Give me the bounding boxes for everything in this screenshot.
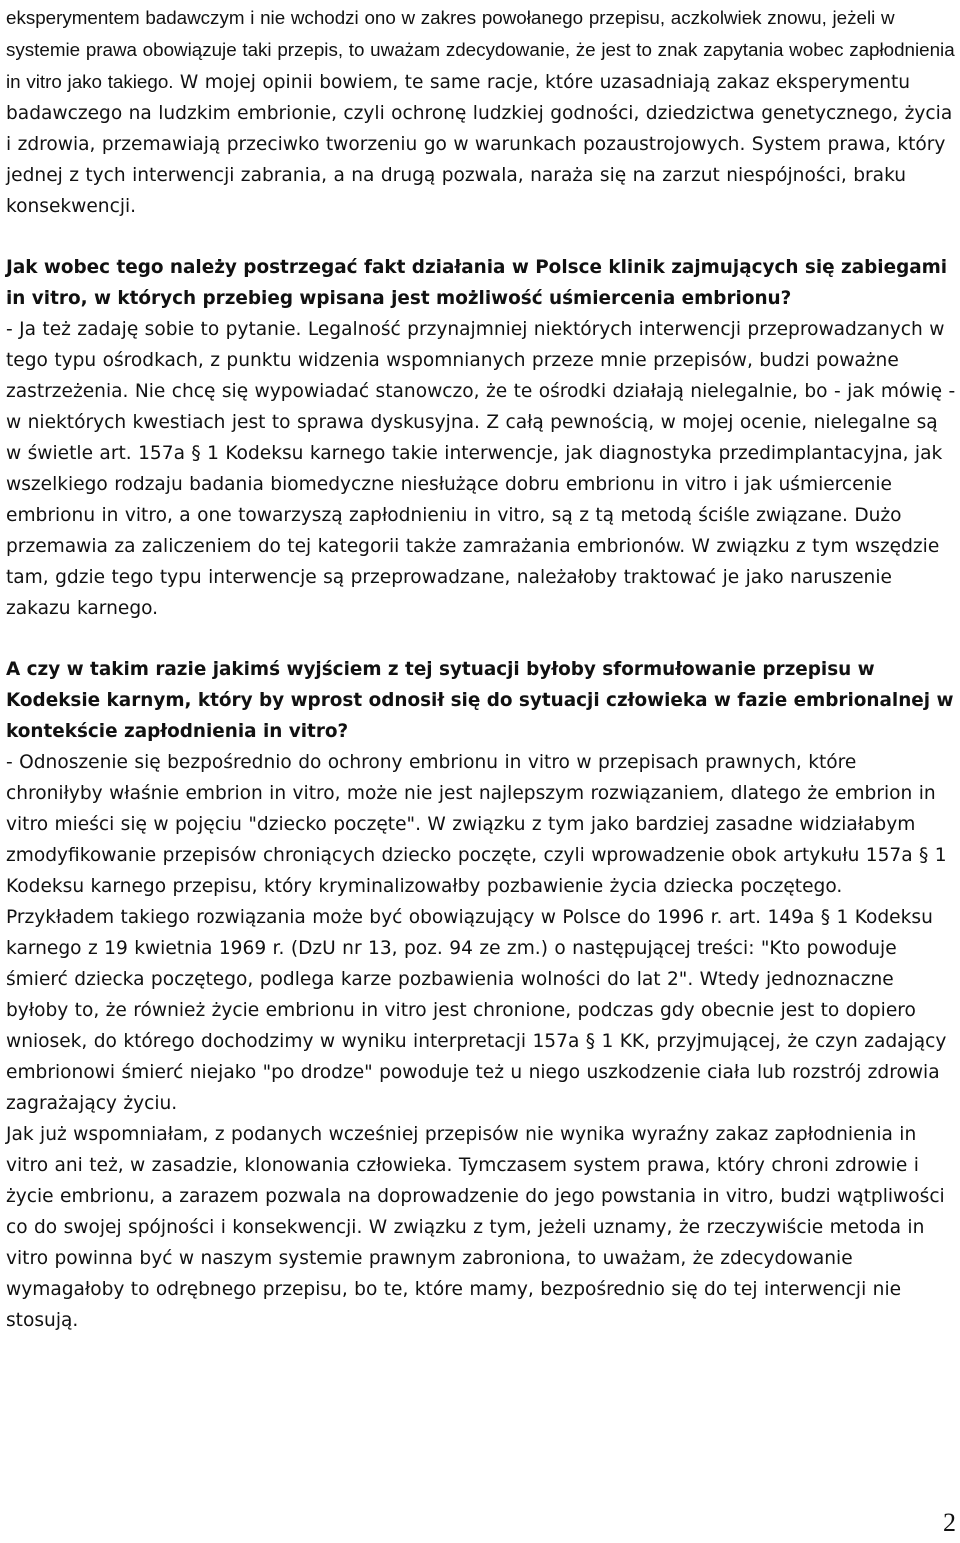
document-page [6, 2, 956, 1336]
paragraph-gap [6, 624, 956, 654]
interview-question-2: A czy w takim razie jakimś wyjściem z tej sytuacji byłoby sformułowanie przepisu w Kodeksie karnym, który by wprost odnosił się do sytuacji człowieka w fazie embrionalnej w kontekście zapłodnienia in vitro? [6, 659, 954, 742]
paragraph-gap [6, 222, 956, 252]
interview-answer-2: - Odnoszenie się bezpośrednio do ochrony embrionu in vitro w przepisach prawnych, które chroniłyby właśnie embrion in vitro, może nie jest najlepszym rozwiązaniem, dlatego że embrion in vitro mieści się w pojęciu "dziecko poczęte". W związku z tym jako bardziej zasadne widziałabym zmodyfikowanie przepisów chroniących dziecko poczęte, czyli wprowadzenie obok artykułu 157a § 1 Kodeksu karnego przepisu, który kryminalizowałby pozbawienie życia dziecka poczętego. Przykładem takiego rozwiązania może być obowiązujący w Polsce do 1996 r. art. 149a § 1 Kodeksu karnego z 19 kwietnia 1969 r. (DzU nr 13, poz. 94 ze zm.) o następującej treści: "Kto powoduje śmierć dziecka poczętego, podlega karze pozbawienia wolności do lat 2". Wtedy jednoznaczne byłoby to, że również życie embrionu in vitro jest chronione, podczas gdy obecnie jest to dopiero wniosek, do którego dochodzimy w wyniku interpretacji 157a § 1 KK, przyjmującej, że czyn zadający embrionowi śmierć niejako "po drodze" powoduje też u niego uszkodzenie ciała lub rozstrój zdrowia zagrażający życiu. [6, 752, 947, 1114]
paragraph-intro-rest: W mojej opinii bowiem, te same racje, które uzasadniają zakaz eksperymentu badawczego na ludzkim embrionie, czyli ochronę ludzkiej godności, dziedzictwa genetycznego, życia i zdrowia, przemawiają przeciwko tworzeniu go w warunkach pozaustrojowych. System prawa, który jednej z tych interwencji zabrania, a na drugą pozwala, naraża się na zarzut niespójności, braku konsekwencji. [6, 72, 953, 217]
page-number: 2 [943, 1508, 956, 1537]
interview-answer-3: Jak już wspomniałam, z podanych wcześniej przepisów nie wynika wyraźny zakaz zapłodnienia in vitro ani też, w zasadzie, klonowania człowieka. Tymczasem system prawa, który chroni zdrowie i życie embrionu, a zarazem pozwala na doprowadzenie do jego powstania in vitro, budzi wątpliwości co do swojej spójności i konsekwencji. W związku z tym, jeżeli uznamy, że rzeczywiście metoda in vitro powinna być w naszym systemie prawnym zabroniona, to uważam, że zdecydowanie wymagałoby to odrębnego przepisu, bo te, które mamy, bezpośrednio się do tej interwencji nie stosują. [6, 1124, 945, 1331]
paragraph-intro [6, 2, 956, 222]
paragraph-intro-start: eksperymentem badawczym i nie wchodzi ono w zakres powołanego przepisu, aczkolwiek znowu, jeżeli w systemie prawa obowiązuje taki przepis, to uważam zdecydowanie, że jest to znak zapytania wobec zapłodnienia in vitro jako takiego. [6, 7, 955, 92]
interview-answer-1: - Ja też zadaję sobie to pytanie. Legalność przynajmniej niektórych interwencji przeprowadzanych w tego typu ośrodkach, z punktu widzenia wspomnianych przeze mnie przepisów, budzi poważne zastrzeżenia. Nie chcę się wypowiadać stanowczo, że te ośrodki działają nielegalnie, bo - jak mówię - w niektórych kwestiach jest to sprawa dyskusyjna. Z całą pewnością, w mojej ocenie, nielegalne są w świetle art. 157a § 1 Kodeksu karnego takie interwencje, jak diagnostyka przedimplantacyjna, jak wszelkiego rodzaju badania biomedyczne niesłużące dobru embrionu in vitro i jak uśmiercenie embrionu in vitro, a one towarzyszą zapłodnieniu in vitro, są z tą metodą ściśle związane. Dużo przemawia za zaliczeniem do tej kategorii także zamrażania embrionów. W związku z tym wszędzie tam, gdzie tego typu interwencje są przeprowadzane, należałoby traktować je jako naruszenie zakazu karnego. [6, 319, 956, 619]
interview-question-1: Jak wobec tego należy postrzegać fakt działania w Polsce klinik zajmujących się zabiegami in vitro, w których przebieg wpisana jest możliwość uśmiercenia embrionu? [6, 257, 948, 309]
